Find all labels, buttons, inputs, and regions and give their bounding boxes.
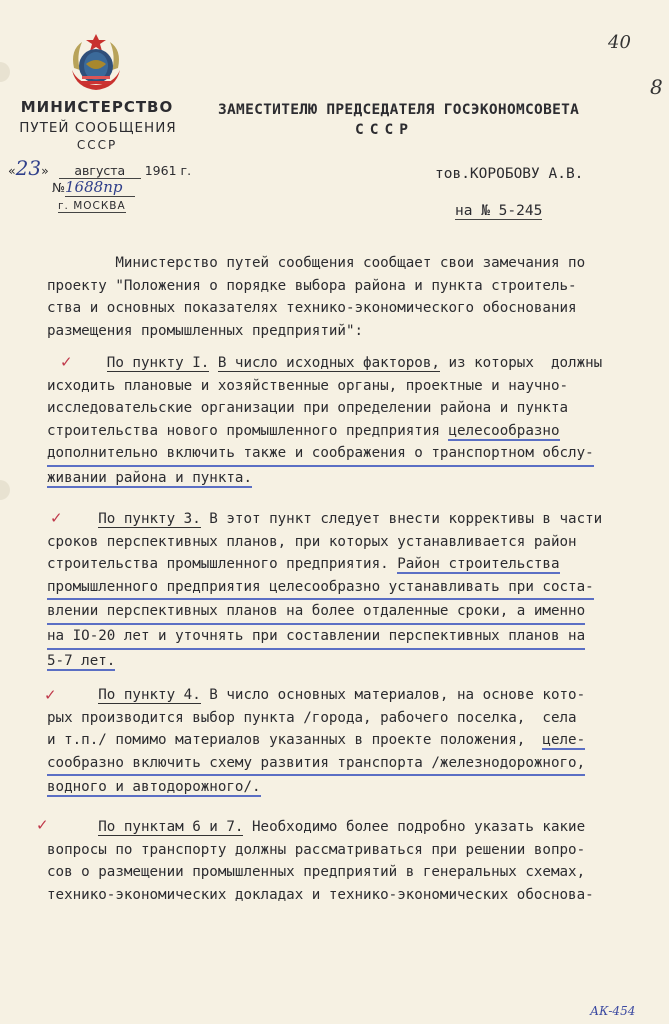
number-value: 1688пр	[65, 178, 135, 197]
punch-hole	[0, 480, 10, 500]
paragraph-point-4: По пункту 4. В число основных материалов, на основе кото- рых производится выбор пункта /города, рабочего поселка, села и т.п./ помимо материалов указанных в проекте положения, целе- сообразно включить схему развития транспорта /железнодорожного, водного и автодорожного/.	[47, 684, 635, 799]
paragraph-heading: По пункту I.	[106, 355, 210, 371]
text-line: Министерство путей сообщения сообщает свои замечания по	[47, 255, 586, 271]
reference-number: на № 5-245	[455, 203, 543, 219]
paragraph-heading: По пунктам 6 и 7.	[98, 819, 244, 835]
text-line: дополнительно включить также и соображения о транспортном обслу-	[47, 442, 594, 467]
city: г. МОСКВА	[58, 200, 126, 212]
intro-paragraph	[47, 252, 635, 342]
date-year: 1961	[144, 163, 177, 178]
addressee-country: СССР	[355, 122, 414, 138]
text-line: размещения промышленных предприятий":	[47, 322, 364, 339]
paragraph-points-6-7: По пунктам 6 и 7. Необходимо более подробно указать какие вопросы по транспорту должны рассматриваться при решении вопро- сов о размещении промышленных предприятий в генеральных схемах, технико-экономических докладах и технико-экономических обоснова-	[47, 816, 635, 906]
text-line: исходить плановые и хозяйственные органы, проектные и научно-	[47, 377, 569, 394]
paragraph-heading: По пункту 4.	[98, 687, 201, 703]
text-line: живании района и пункта.	[47, 469, 252, 486]
number-prefix: №	[52, 180, 66, 195]
date-day: 23	[15, 156, 42, 180]
date-suffix: г.	[180, 163, 192, 178]
punch-hole	[0, 62, 10, 82]
text-line: сообразно включить схему развития транспорта /железнодорожного,	[47, 752, 585, 777]
check-mark-icon: ✓	[36, 816, 49, 834]
text-line: водного и автодорожного/.	[47, 779, 261, 796]
ministry-name: МИНИСТЕРСТВО	[20, 98, 174, 116]
text-line: сроков перспективных планов, при которых устанавливается район	[47, 533, 577, 550]
paragraph-heading: По пункту 3.	[98, 511, 201, 527]
text-line: сов о размещении промышленных предприятий в генеральных схемах,	[47, 864, 586, 881]
check-mark-icon: ✓	[50, 509, 63, 527]
text-line: проекту "Положения о порядке выбора района и пункта строитель-	[47, 277, 577, 294]
paragraph-point-3: По пункту 3. В этот пункт следует внести коррективы в части сроков перспективных планов, при которых устанавливается район строительства промышленного предприятия. Район строительства промышленного предприятия целесообразно устанавливать при соста- влении перспективных планов на более отдаленные сроки, а именно на IO-20 лет и уточнять при составлении перспективных планов на 5-7 лет.	[47, 508, 635, 672]
text-line: технико-экономических докладах и технико-экономических обоснова-	[47, 886, 594, 903]
recipient: тов.КОРОБОВУ А.В.	[435, 166, 584, 182]
ministry-subtitle: ПУТЕЙ СООБЩЕНИЯ	[19, 120, 177, 136]
text-line: вопросы по транспорту должны рассматриваться при решении вопро-	[47, 841, 586, 858]
corner-mark: 8	[650, 75, 663, 99]
addressee-title: ЗАМЕСТИТЕЛЮ ПРЕДСЕДАТЕЛЯ ГОСЭКОНОМСОВЕТА	[218, 102, 580, 118]
check-mark-icon: ✓	[60, 353, 73, 371]
text-line: исследовательские организации при определении района и пункта	[47, 400, 569, 417]
page-number: 40	[608, 32, 631, 53]
check-mark-icon: ✓	[44, 686, 57, 704]
text-line: на IO-20 лет и уточнять при составлении перспективных планов на	[47, 625, 585, 650]
ministry-country: СССР	[76, 138, 118, 152]
paragraph-point-1: По пункту I. В число исходных факторов, из которых должны исходить плановые и хозяйственные органы, проектные и научно- исследовательские организации при определении района и пункта строительства нового промышленного предприятия целесообразно дополнительно включить также и соображения о транспортном обслу- живании района и пункта.	[47, 352, 635, 490]
text-line: промышленного предприятия целесообразно устанавливать при соста-	[47, 576, 594, 601]
archive-code: АК-454	[590, 1004, 636, 1018]
text-line: ства и основных показателях технико-экономического обоснования	[47, 300, 577, 317]
date-month: августа	[59, 163, 141, 179]
text-line: влении перспективных планов на более отдаленные сроки, а именно	[47, 600, 585, 625]
state-emblem	[66, 30, 126, 96]
text-line: 5-7 лет.	[47, 652, 116, 669]
document-date: «23» августа 1961 г.	[8, 156, 192, 180]
document-number	[52, 178, 135, 197]
text-line: рых производится выбор пункта /города, рабочего поселка, села	[47, 709, 577, 726]
